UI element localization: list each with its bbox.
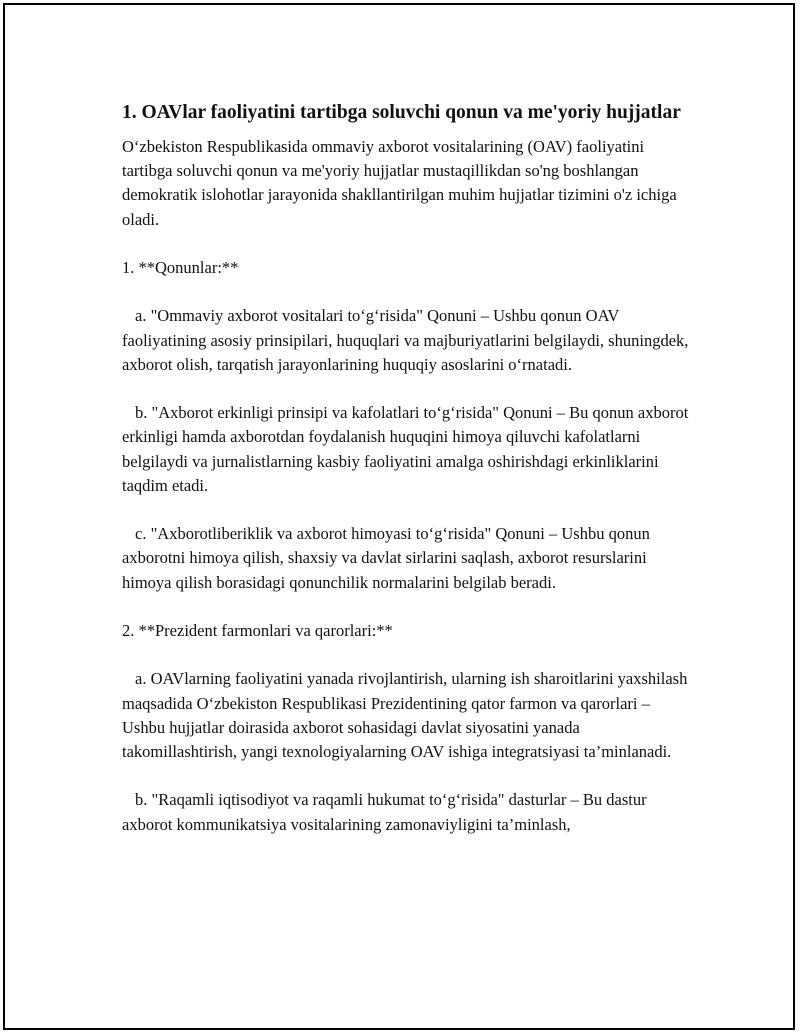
section-1-heading: 1. **Qonunlar:** <box>122 258 239 277</box>
section-2-heading: 2. **Prezident farmonlari va qarorlari:** <box>122 620 393 640</box>
section-1-item-c: c. "Axborotliberiklik va axborot himoyasi to‘g‘risida" Qonuni – Ushbu qonun axborotni himoya qilish, shaxsiy va davlat sirlarini saqlash, axborot resurslarini himoya qilish borasidagi qonunchilik normalarini belgilab beradi. <box>122 524 650 592</box>
intro-paragraph: O‘zbekiston Respublikasida ommaviy axborot vositalarining (OAV) faoliyatini tartibga soluvchi qonun va me'yoriy hujjatlar mustaqillikdan so'ng boshlangan demokratik islohotlar jarayonida shakllantirilgan muhim hujjatlar tizimini o'z ichiga oladi. <box>122 137 677 229</box>
page-frame <box>3 3 795 1030</box>
section-2-item-a: a. OAVlarning faoliyatini yanada rivojlantirish, ularning ish sharoitlarini yaxshilash maqsadida O‘zbekiston Respublikasi Prezidentining qator farmon va qarorlari – Ushbu hujjatlar doirasida axborot sohasidagi davlat siyosatini yanada takomillashtirish, yangi texnologiyalarning OAV ishiga integratsiyasi ta’minlanadi. <box>122 669 688 761</box>
section-2-item-b: b. "Raqamli iqtisodiyot va raqamli hukumat to‘g‘risida" dasturlar – Bu dastur axborot kommunikatsiya vositalarining zamonaviyligini ta’minlash, <box>122 790 647 834</box>
section-1-item-b: b. "Axborot erkinligi prinsipi va kafolatlari to‘g‘risida" Qonuni – Bu qonun axborot erkinligi hamda axborotdan foydalanish huquqini himoya qiluvchi kafolatlarni belgilaydi va jurnalistlarning kasbiy faoliyatini amalga oshirishdagi erkinliklarini taqdim etadi. <box>122 403 689 495</box>
document-title: 1. OAVlar faoliyatini tartibga soluvchi qonun va me'yoriy hujjatlar <box>122 102 681 123</box>
section-1-item-a: a. "Ommaviy axborot vositalari to‘g‘risida" Qonuni – Ushbu qonun OAV faoliyatining asosiy prinsipilari, huquqlari va majburiyatlarini belgilaydi, shuningdek, axborot olish, tarqatish jarayonlarining huquqiy asoslarini o‘rnatadi. <box>122 306 689 374</box>
document-body <box>122 99 692 861</box>
